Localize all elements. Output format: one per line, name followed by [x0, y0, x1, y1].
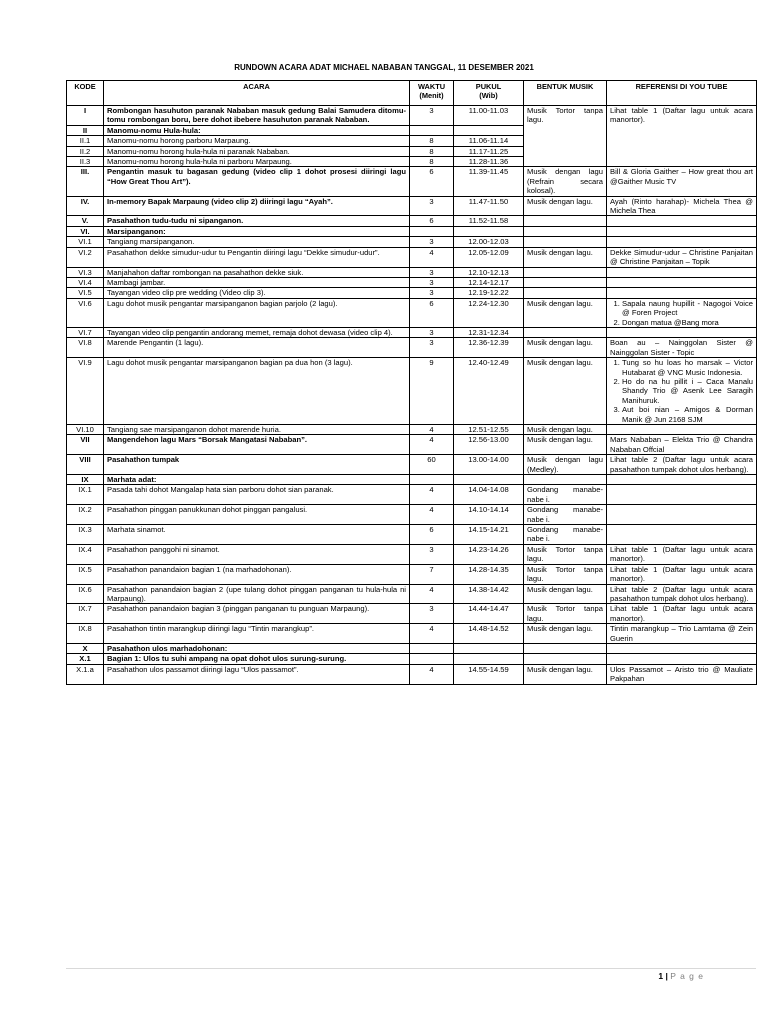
pukul-cell: 14.48-14.52 — [454, 624, 524, 644]
referensi-cell — [607, 298, 757, 327]
pukul-cell: 12.10-12.13 — [454, 267, 524, 277]
waktu-cell: 3 — [410, 106, 454, 126]
table-row — [67, 196, 757, 216]
referensi-cell — [607, 654, 757, 664]
header-waktu-line1: WAKTU — [417, 82, 446, 91]
musik-cell — [524, 327, 607, 337]
table-row — [67, 327, 757, 337]
table-row — [67, 664, 757, 684]
waktu-cell: 4 — [410, 505, 454, 525]
musik-cell: Musik dengan lagu. — [524, 338, 607, 358]
referensi-cell — [607, 475, 757, 485]
waktu-cell: 6 — [410, 167, 454, 196]
kode-cell: IX.6 — [67, 584, 104, 604]
pukul-cell: 12.19-12.22 — [454, 288, 524, 298]
referensi-cell — [607, 288, 757, 298]
header-acara: ACARA — [104, 81, 410, 106]
musik-cell: Gondang manabe-nabe i. — [524, 525, 607, 545]
kode-cell: IV. — [67, 196, 104, 216]
musik-cell: Musik dengan lagu. — [524, 298, 607, 327]
acara-cell: Pasahathon tintin marangkup diiringi lagu “Tintin marangkup”. — [104, 624, 410, 644]
kode-cell: VI.8 — [67, 338, 104, 358]
acara-cell: Lagu dohot musik pengantar marsipanganon bagian pa dua hon (3 lagu). — [104, 358, 410, 425]
musik-cell — [524, 643, 607, 653]
table-row — [67, 435, 757, 455]
kode-cell: IX.7 — [67, 604, 104, 624]
pukul-cell: 11.39-11.45 — [454, 167, 524, 196]
table-row — [67, 288, 757, 298]
rundown-table — [66, 80, 757, 685]
waktu-cell: 8 — [410, 157, 454, 167]
musik-cell: Musik dengan lagu. — [524, 247, 607, 267]
acara-cell: In-memory Bapak Marpaung (video clip 2) diiringi lagu “Ayah”. — [104, 196, 410, 216]
table-row — [67, 277, 757, 287]
pukul-cell: 12.40-12.49 — [454, 358, 524, 425]
page-footer — [658, 971, 704, 981]
referensi-list-item: 2. Dongan matua @Bang mora — [622, 318, 753, 327]
kode-cell: IX.3 — [67, 525, 104, 545]
kode-cell: IX.2 — [67, 505, 104, 525]
waktu-cell: 3 — [410, 288, 454, 298]
pukul-cell: 14.23-14.26 — [454, 544, 524, 564]
waktu-cell: 4 — [410, 664, 454, 684]
kode-cell: VIII — [67, 455, 104, 475]
referensi-cell: Bill & Gloria Gaither – How great thou art @Gaither Music TV — [607, 167, 757, 196]
musik-cell: Musik dengan lagu. — [524, 584, 607, 604]
waktu-cell — [410, 125, 454, 135]
footer-divider — [66, 968, 756, 969]
table-row — [67, 643, 757, 653]
pukul-cell: 11.17-11.25 — [454, 146, 524, 156]
pukul-cell: 12.56-13.00 — [454, 435, 524, 455]
musik-cell: Musik dengan lagu. — [524, 358, 607, 425]
referensi-list — [610, 358, 753, 424]
musik-cell — [524, 288, 607, 298]
waktu-cell: 3 — [410, 277, 454, 287]
kode-cell: X.1 — [67, 654, 104, 664]
waktu-cell: 3 — [410, 327, 454, 337]
pukul-cell: 14.44-14.47 — [454, 604, 524, 624]
table-row — [67, 475, 757, 485]
referensi-cell: Lihat table 1 (Daftar lagu untuk acara manortor). — [607, 544, 757, 564]
acara-cell: Manomu-nomu Hula-hula: — [104, 125, 410, 135]
pukul-cell: 12.05-12.09 — [454, 247, 524, 267]
waktu-cell: 6 — [410, 298, 454, 327]
musik-cell: Musik dengan lagu (Medley). — [524, 455, 607, 475]
referensi-cell — [607, 485, 757, 505]
table-row — [67, 505, 757, 525]
referensi-cell — [607, 277, 757, 287]
table-row — [67, 525, 757, 545]
pukul-cell: 14.38-14.42 — [454, 584, 524, 604]
musik-cell: Musik dengan lagu. — [524, 196, 607, 216]
header-waktu — [410, 81, 454, 106]
acara-cell: Lagu dohot musik pengantar marsipanganon bagian parjolo (2 lagu). — [104, 298, 410, 327]
musik-cell: Gondang manabe-nabe i. — [524, 505, 607, 525]
pukul-cell — [454, 475, 524, 485]
header-row — [67, 81, 757, 106]
referensi-list-item: 1. Tung so hu loas ho marsak – Victor Hutabarat @ VNC Music Indonesia. — [622, 358, 753, 377]
referensi-cell — [607, 267, 757, 277]
kode-cell: VI.1 — [67, 237, 104, 247]
kode-cell: V. — [67, 216, 104, 226]
musik-cell — [524, 277, 607, 287]
kode-cell: VI.9 — [67, 358, 104, 425]
referensi-cell: Ayah (Rinto harahap)- Michela Thea @ Michela Thea — [607, 196, 757, 216]
table-body — [67, 106, 757, 685]
header-kode: KODE — [67, 81, 104, 106]
table-row — [67, 226, 757, 236]
kode-cell: II.1 — [67, 136, 104, 146]
acara-cell: Pasahathon tumpak — [104, 455, 410, 475]
pukul-cell: 11.52-11.58 — [454, 216, 524, 226]
table-row — [67, 267, 757, 277]
kode-cell: III. — [67, 167, 104, 196]
referensi-cell: Mars Nababan – Elekta Trio @ Chandra Nababan Offcial — [607, 435, 757, 455]
header-pukul-line1: PUKUL — [475, 82, 502, 91]
referensi-cell — [607, 237, 757, 247]
musik-cell: Musik Tortor tanpa lagu. — [524, 564, 607, 584]
kode-cell: IX — [67, 475, 104, 485]
acara-cell: Pasahathon dekke simudur-udur tu Pengantin diiringi lagu “Dekke simudur-udur”. — [104, 247, 410, 267]
acara-cell: Pasahathon ulos marhadohonan: — [104, 643, 410, 653]
kode-cell: VI.10 — [67, 425, 104, 435]
acara-cell: Marhata adat: — [104, 475, 410, 485]
waktu-cell: 4 — [410, 485, 454, 505]
acara-cell: Manomu-nomu horong parboru Marpaung. — [104, 136, 410, 146]
acara-cell: Pasahathon panandaion bagian 2 (upe tulang dohot pinggan panganan tu hula-hula ni Marpaung). — [104, 584, 410, 604]
acara-cell: Pasahathon tudu-tudu ni sipanganon. — [104, 216, 410, 226]
acara-cell: Manjahahon daftar rombongan na pasahathon dekke siuk. — [104, 267, 410, 277]
musik-cell — [524, 216, 607, 226]
table-row — [67, 167, 757, 196]
musik-cell: Musik dengan lagu. — [524, 664, 607, 684]
musik-cell — [524, 226, 607, 236]
referensi-cell: Tintin marangkup – Trio Lamtama @ Zein Guerin — [607, 624, 757, 644]
waktu-cell: 3 — [410, 267, 454, 277]
referensi-cell: Boan au – Nainggolan Sister @ Nainggolan Sister - Topic — [607, 338, 757, 358]
acara-cell: Pasada tahi dohot Mangalap hata sian parboru dohot sian paranak. — [104, 485, 410, 505]
acara-cell: Pasahathon panggohi ni sinamot. — [104, 544, 410, 564]
kode-cell: IX.1 — [67, 485, 104, 505]
pukul-cell — [454, 226, 524, 236]
referensi-cell — [607, 216, 757, 226]
table-row — [67, 455, 757, 475]
musik-cell: Musik Tortor tanpa lagu. — [524, 604, 607, 624]
acara-cell: Pasahathon panandaion bagian 1 (na marhadohonan). — [104, 564, 410, 584]
table-row — [67, 237, 757, 247]
table-row — [67, 544, 757, 564]
kode-cell: VII — [67, 435, 104, 455]
table-row — [67, 247, 757, 267]
table-row — [67, 584, 757, 604]
musik-cell — [524, 654, 607, 664]
pukul-cell: 14.10-14.14 — [454, 505, 524, 525]
acara-cell: Pengantin masuk tu bagasan gedung (video clip 1 dohot prosesi diiringi lagu “How Great Thou Art”). — [104, 167, 410, 196]
referensi-cell — [607, 525, 757, 545]
acara-cell: Mambagi jambar. — [104, 277, 410, 287]
acara-cell: Marsipanganon: — [104, 226, 410, 236]
musik-cell — [524, 475, 607, 485]
table-row — [67, 358, 757, 425]
table-row — [67, 654, 757, 664]
kode-cell: IX.5 — [67, 564, 104, 584]
referensi-cell — [607, 505, 757, 525]
acara-cell: Pasahathon ulos passamot diiringi lagu “Ulos passamot”. — [104, 664, 410, 684]
referensi-cell: Dekke Simudur-udur – Christine Panjaitan @ Christine Panjaitan – Topik — [607, 247, 757, 267]
musik-cell: Gondang manabe-nabe i. — [524, 485, 607, 505]
header-pukul-line2: (Wib) — [479, 91, 498, 101]
pukul-cell: 14.04-14.08 — [454, 485, 524, 505]
referensi-cell — [607, 425, 757, 435]
kode-cell: II — [67, 125, 104, 135]
page-number: 1 — [658, 971, 664, 981]
musik-cell: Musik dengan lagu. — [524, 624, 607, 644]
kode-cell: X.1.a — [67, 664, 104, 684]
kode-cell: VI.4 — [67, 277, 104, 287]
table-row — [67, 216, 757, 226]
waktu-cell: 6 — [410, 525, 454, 545]
referensi-list-item: 1. Sapala naung hupillit - Nagogoi Voice @ Foren Project — [622, 299, 753, 318]
header-referensi: REFERENSI DI YOU TUBE — [607, 81, 757, 106]
musik-cell — [524, 237, 607, 247]
acara-cell: Tayangan video clip pre wedding (Video clip 3). — [104, 288, 410, 298]
kode-cell: II.3 — [67, 157, 104, 167]
acara-cell: Rombongan hasuhuton paranak Nababan masuk gedung Balai Samudera ditomu-tomu rombongan boru, bere dohot ibebere hasuhuton paranak Nababan. — [104, 106, 410, 126]
waktu-cell: 3 — [410, 338, 454, 358]
pukul-cell: 12.00-12.03 — [454, 237, 524, 247]
pukul-cell — [454, 643, 524, 653]
kode-cell: VI. — [67, 226, 104, 236]
header-waktu-line2: (Menit) — [419, 91, 444, 101]
table-row — [67, 425, 757, 435]
pukul-cell: 12.24-12.30 — [454, 298, 524, 327]
referensi-cell — [607, 327, 757, 337]
pukul-cell: 14.28-14.35 — [454, 564, 524, 584]
referensi-cell: Lihat table 1 (Daftar lagu untuk acara manortor). — [607, 604, 757, 624]
pukul-cell: 12.14-12.17 — [454, 277, 524, 287]
waktu-cell: 4 — [410, 425, 454, 435]
referensi-cell: Lihat table 1 (Daftar lagu untuk acara manortor). — [607, 106, 757, 167]
musik-cell — [524, 267, 607, 277]
table-row — [67, 624, 757, 644]
referensi-cell — [607, 226, 757, 236]
musik-cell: Musik Tortor tanpa lagu. — [524, 106, 607, 167]
acara-cell: Bagian 1: Ulos tu suhi ampang na opat dohot ulos surung-surung. — [104, 654, 410, 664]
kode-cell: IX.8 — [67, 624, 104, 644]
musik-cell: Musik Tortor tanpa lagu. — [524, 544, 607, 564]
kode-cell: VI.5 — [67, 288, 104, 298]
table-row — [67, 338, 757, 358]
waktu-cell: 4 — [410, 624, 454, 644]
referensi-cell — [607, 358, 757, 425]
page-word: P a g e — [670, 971, 704, 981]
waktu-cell: 8 — [410, 146, 454, 156]
waktu-cell — [410, 226, 454, 236]
table-row — [67, 106, 757, 126]
waktu-cell — [410, 475, 454, 485]
kode-cell: II.2 — [67, 146, 104, 156]
musik-cell: Musik dengan lagu (Refrain secara kolosal). — [524, 167, 607, 196]
kode-cell: X — [67, 643, 104, 653]
waktu-cell: 4 — [410, 435, 454, 455]
pukul-cell: 11.47-11.50 — [454, 196, 524, 216]
waktu-cell: 3 — [410, 237, 454, 247]
acara-cell: Pasahathon panandaion bagian 3 (pinggan panganan tu punguan Marpaung). — [104, 604, 410, 624]
header-pukul — [454, 81, 524, 106]
waktu-cell: 6 — [410, 216, 454, 226]
page-title: RUNDOWN ACARA ADAT MICHAEL NABABAN TANGGAL, 11 DESEMBER 2021 — [234, 63, 534, 72]
pukul-cell: 13.00-14.00 — [454, 455, 524, 475]
referensi-list-item: 2. Ho do na hu pillit i – Caca Manalu Shandy Trio @ Asenk Lee Saragih Manihuruk. — [622, 377, 753, 405]
referensi-cell: Lihat table 2 (Daftar lagu untuk acara pasahathon tumpak dohot ulos herbang). — [607, 584, 757, 604]
waktu-cell: 60 — [410, 455, 454, 475]
musik-cell: Musik dengan lagu. — [524, 425, 607, 435]
acara-cell: Manomu-nomu horong hula-hula ni parboru Marpaung. — [104, 157, 410, 167]
pukul-cell — [454, 125, 524, 135]
waktu-cell: 8 — [410, 136, 454, 146]
waktu-cell: 3 — [410, 544, 454, 564]
pukul-cell: 12.31-12.34 — [454, 327, 524, 337]
table-row — [67, 604, 757, 624]
acara-cell: Pasahathon pinggan panukkunan dohot pinggan pangalusi. — [104, 505, 410, 525]
waktu-cell: 4 — [410, 247, 454, 267]
table-row — [67, 298, 757, 327]
pukul-cell: 11.28-11.36 — [454, 157, 524, 167]
referensi-cell: Lihat table 1 (Daftar lagu untuk acara manortor). — [607, 564, 757, 584]
kode-cell: VI.2 — [67, 247, 104, 267]
waktu-cell: 3 — [410, 604, 454, 624]
pukul-cell: 14.15-14.21 — [454, 525, 524, 545]
acara-cell: Mangendehon lagu Mars “Borsak Mangatasi Nababan”. — [104, 435, 410, 455]
header-musik: BENTUK MUSIK — [524, 81, 607, 106]
waktu-cell: 9 — [410, 358, 454, 425]
pukul-cell: 12.51-12.55 — [454, 425, 524, 435]
pukul-cell: 14.55-14.59 — [454, 664, 524, 684]
referensi-list-item: 3. Aut boi nian – Amigos & Dorman Manik @ Jun 2168 SJM — [622, 405, 753, 424]
referensi-cell: Ulos Passamot – Aristo trio @ Mauliate Pakpahan — [607, 664, 757, 684]
pukul-cell: 11.00-11.03 — [454, 106, 524, 126]
table-row — [67, 564, 757, 584]
waktu-cell — [410, 654, 454, 664]
musik-cell: Musik dengan lagu. — [524, 435, 607, 455]
acara-cell: Tayangan video clip pengantin andorang memet, remaja dohot dewasa (video clip 4). — [104, 327, 410, 337]
kode-cell: VI.3 — [67, 267, 104, 277]
pukul-cell: 12.36-12.39 — [454, 338, 524, 358]
waktu-cell: 4 — [410, 584, 454, 604]
acara-cell: Tangiang marsipanganon. — [104, 237, 410, 247]
kode-cell: IX.4 — [67, 544, 104, 564]
referensi-cell — [607, 643, 757, 653]
acara-cell: Tangiang sae marsipanganon dohot marende huria. — [104, 425, 410, 435]
waktu-cell: 3 — [410, 196, 454, 216]
waktu-cell — [410, 643, 454, 653]
acara-cell: Marende Pengantin (1 lagu). — [104, 338, 410, 358]
table-row — [67, 485, 757, 505]
acara-cell: Marhata sinamot. — [104, 525, 410, 545]
kode-cell: I — [67, 106, 104, 126]
page-separator: | — [665, 971, 668, 981]
pukul-cell — [454, 654, 524, 664]
acara-cell: Manomu-nomu horong hula-hula ni paranak Nababan. — [104, 146, 410, 156]
pukul-cell: 11.06-11.14 — [454, 136, 524, 146]
kode-cell: VI.7 — [67, 327, 104, 337]
referensi-cell: Lihat table 2 (Daftar lagu untuk acara pasahathon tumpak dohot ulos herbang). — [607, 455, 757, 475]
kode-cell: VI.6 — [67, 298, 104, 327]
waktu-cell: 7 — [410, 564, 454, 584]
referensi-list — [610, 299, 753, 327]
